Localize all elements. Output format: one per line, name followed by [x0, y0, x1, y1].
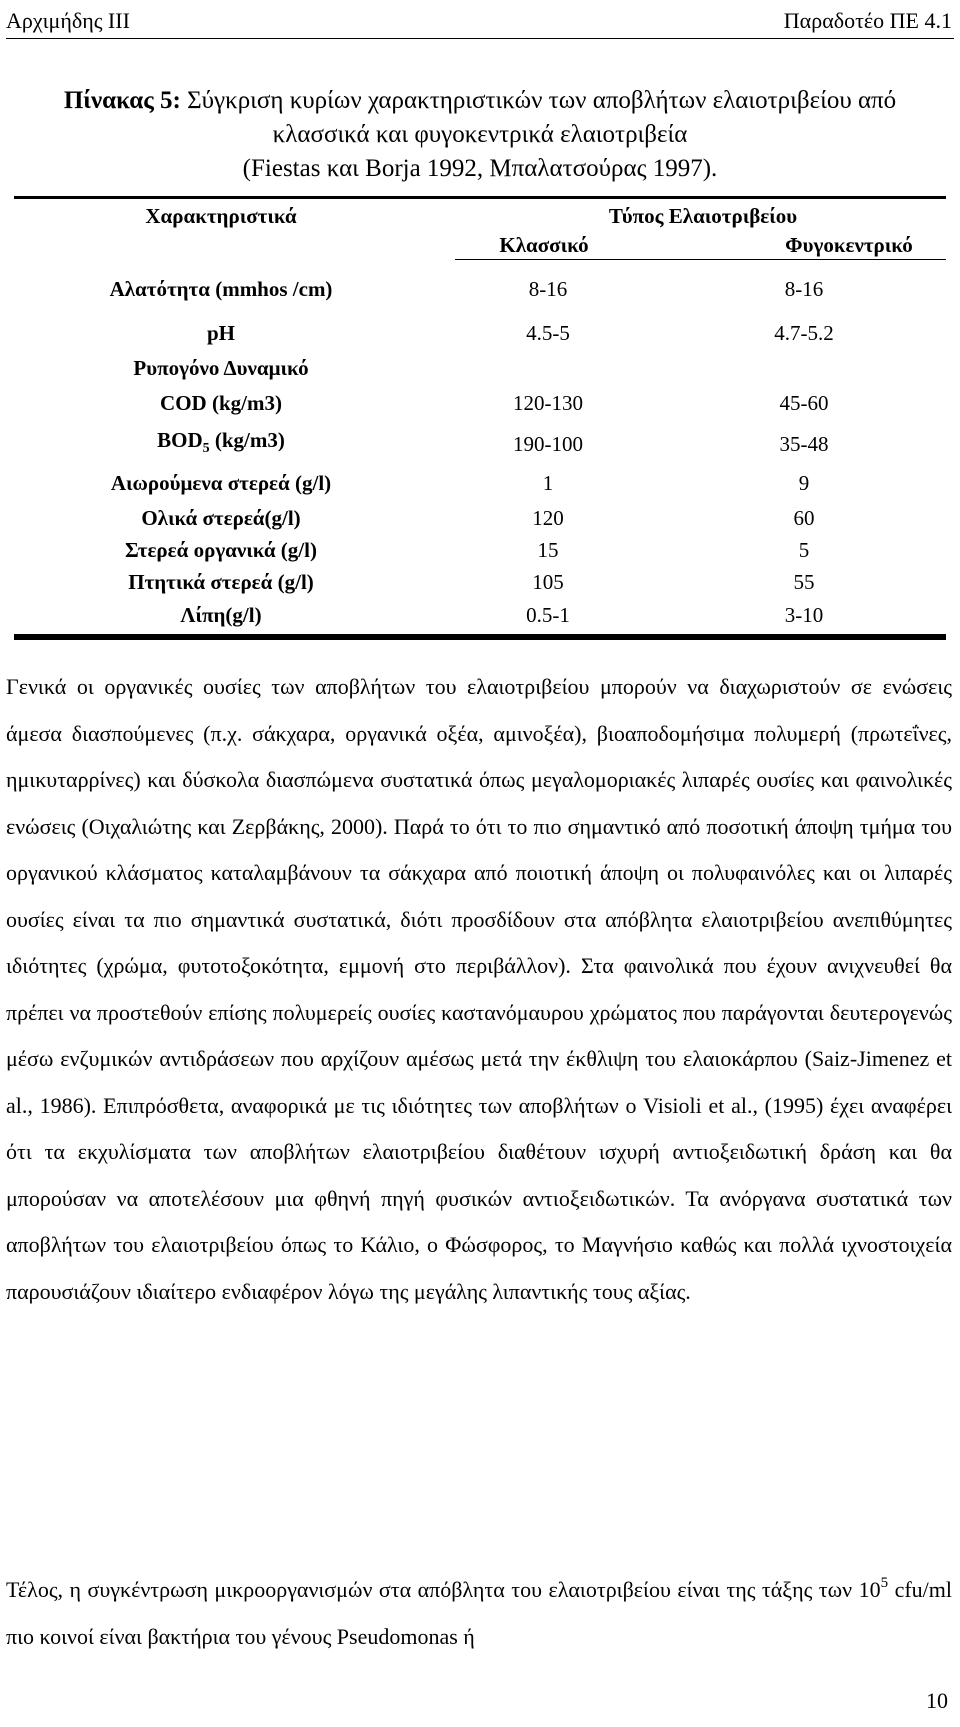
row-volatile-solids-classic: 105	[532, 570, 564, 594]
row-bod5-centrifugal: 35-48	[779, 432, 829, 456]
row-fats-centrifugal: 3-10	[784, 603, 824, 627]
section-label-pollution-potential: Ρυπογόνο Δυναμικό	[133, 356, 309, 380]
row-label-volatile-solids: Πτητικά στερεά (g/l)	[128, 570, 314, 594]
row-bod5-classic: 190-100	[513, 432, 583, 456]
col-header-centrifugal: Φυγοκεντρικό	[785, 233, 913, 257]
bod-label-unit: (kg/m3)	[209, 428, 285, 452]
row-label-ph: pH	[206, 321, 236, 345]
row-fats-classic: 0.5-1	[526, 603, 570, 627]
body-paragraph-2	[6, 1567, 952, 1660]
row-volatile-solids-centrifugal: 55	[793, 570, 815, 594]
para2-text-before: Τέλος, η συγκέντρωση μικροοργανισμών στα απόβλητα του ελαιοτριβείου είναι της τάξης των 10	[6, 1577, 881, 1602]
col-header-classic: Κλασσικό	[499, 233, 589, 257]
bod-label: BOD	[157, 428, 203, 452]
row-label-fats: Λίπη(g/l)	[180, 603, 262, 627]
row-suspended-solids-classic: 1	[542, 471, 554, 495]
table-top-rule	[14, 196, 946, 199]
caption-line-2: κλασσικά και φυγοκεντρικά ελαιοτριβεία	[272, 121, 688, 148]
col-header-characteristics: Χαρακτηριστικά	[145, 204, 297, 228]
row-salinity-centrifugal: 8-16	[784, 277, 824, 301]
row-cod-centrifugal: 45-60	[779, 391, 829, 415]
row-label-total-solids: Ολικά στερεά(g/l)	[141, 506, 301, 530]
row-ph-centrifugal: 4.7-5.2	[774, 321, 834, 345]
caption-line-3: (Fiestas και Borja 1992, Μπαλατσούρας 1997).	[242, 155, 718, 182]
row-label-suspended-solids: Αιωρούμενα στερεά (g/l)	[110, 471, 332, 495]
table-bottom-rule	[14, 634, 946, 640]
page-number: 10	[926, 1688, 948, 1713]
row-label-organic-solids: Στερεά οργανικά (g/l)	[125, 538, 317, 562]
row-label-salinity: Αλατότητα (mmhos /cm)	[109, 277, 333, 301]
bod-subscript: 5	[202, 441, 210, 457]
header-left: Αρχιμήδης ΙΙΙ	[6, 8, 130, 33]
caption-line-1-text: Σύγκριση κυρίων χαρακτηριστικών των αποβλήτων ελαιοτριβείου από	[187, 87, 897, 114]
page-header	[6, 0, 954, 39]
row-label-bod5	[157, 428, 285, 457]
caption-line-1	[0, 84, 960, 118]
row-ph-classic: 4.5-5	[526, 321, 570, 345]
group-header-mill-type: Τύπος Ελαιοτριβείου	[608, 204, 798, 228]
para2-text-after: cfu/ml πιο κοινοί είναι βακτήρια του γένους Pseudomonas ή	[6, 1577, 952, 1649]
row-total-solids-classic: 120	[532, 506, 564, 530]
body-paragraph-1: Γενικά οι οργανικές ουσίες των αποβλήτων του ελαιοτριβείου μπορούν να διαχωριστούν σε ενώσεις άμεσα διασπούμενες (π.χ. σάκχαρα, οργανικά οξέα, αμινοξέα), βιοαποδομήσιμα πολυμερή (πρωτεΐνες, ημικυταρρίνες) και δύσκολα διασπώμενα συστατικά όπως μεγαλομοριακές λιπαρές ουσίες και φαινολικές ενώσεις (Οιχαλιώτης και Ζερβάκης, 2000). Παρά το ότι το πιο σημαντικό από ποσοτική άποψη τμήμα του οργανικού κλάσματος καταλαμβάνουν τα σάκχαρα από ποιοτική άποψη οι πολυφαινόλες και οι λιπαρές ουσίες είναι τα πιο σημαντικά συστατικά, διότι προσδίδουν στα απόβλητα ελαιοτριβείου ανεπιθύμητες ιδιότητες (χρώμα, φυτοτοξοκότητα, εμμονή στο περιβάλλον). Στα φαινολικά που έχουν ανιχνευθεί θα πρέπει να προστεθούν επίσης πολυμερείς ουσίες καστανόμαυρου χρώματος που παράγονται δευτερογενώς μέσω ενζυμικών αντιδράσεων που αρχίζουν αμέσως μετά την έκθλιψη του ελαιοκάρπου (Saiz-Jimenez et al., 1986). Επιπρόσθετα, αναφορικά με τις ιδιότητες των αποβλήτων ο Visioli et al., (1995) έχει αναφέρει ότι τα εκχυλίσματα των αποβλήτων ελαιοτριβείου διαθέτουν ισχυρή αντιοξειδωτική δράση και θα μπορούσαν να αποτελέσουν μια φθηνή πηγή φυσικών αντιοξειδωτικών. Τα ανόργανα συστατικά των αποβλήτων του ελαιοτριβείου όπως το Κάλιο, ο Φώσφορος, το Μαγνήσιο καθώς και πολλά ιχνοστοιχεία παρουσιάζουν ιδιαίτερο ενδιαφέρον λόγω της μεγάλης λιπαντικής τους αξίας.	[6, 674, 952, 1304]
row-organic-solids-centrifugal: 5	[798, 538, 810, 562]
row-suspended-solids-centrifugal: 9	[798, 471, 810, 495]
row-total-solids-centrifugal: 60	[793, 506, 815, 530]
caption-label: Πίνακας 5:	[63, 87, 181, 114]
row-salinity-classic: 8-16	[528, 277, 568, 301]
table-caption	[0, 84, 960, 186]
table-subheader-rule	[455, 259, 946, 260]
row-label-cod: COD (kg/m3)	[160, 391, 282, 415]
header-right: Παραδοτέο ΠΕ 4.1	[783, 8, 952, 33]
row-cod-classic: 120-130	[513, 391, 583, 415]
row-organic-solids-classic: 15	[537, 538, 559, 562]
para2-superscript: 5	[880, 1575, 889, 1591]
